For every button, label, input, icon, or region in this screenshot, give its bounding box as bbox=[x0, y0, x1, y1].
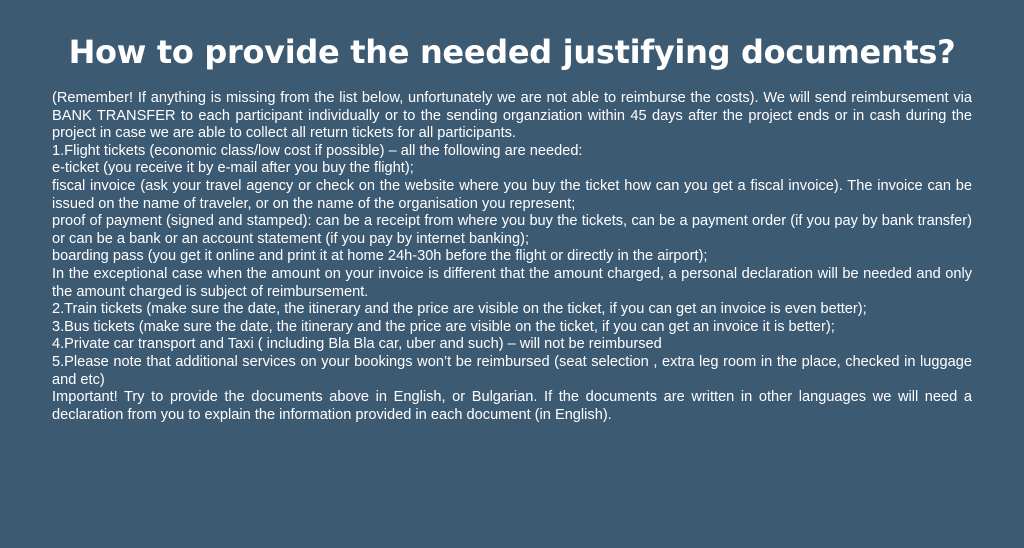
proof-of-payment-item: proof of payment (signed and stamped): can be a receipt from where you buy the tickets, can be a payment order (if you pay by bank transfer) or can be a bank or an account statement (if you pay by internet banking); bbox=[52, 213, 972, 247]
additional-services-note: 5.Please note that additional services on your bookings won’t be reimbursed (seat selection , extra leg room in the place, checked in luggage and etc) bbox=[52, 353, 972, 388]
intro-paragraph: (Remember! If anything is missing from the list below, unfortunately we are not able to reimburse the costs). We will send reimbursement via BANK TRANSFER to each participant individually or to the sending organziation within 45 days after the project ends or in cash during the project in case we are able to collect all return tickets for all participants. bbox=[52, 90, 972, 142]
private-car-item: 4.Private car transport and Taxi ( including Bla Bla car, uber and such) – will not be reimbursed bbox=[52, 336, 662, 353]
bus-tickets-item: 3.Bus tickets (make sure the date, the itinerary and the price are visible on the ticket, if you can get an invoice it is better); bbox=[52, 318, 835, 335]
boarding-pass-item: boarding pass (you get it online and print it at home 24h-30h before the flight or directly in the airport); bbox=[52, 248, 708, 265]
fiscal-invoice-item: fiscal invoice (ask your travel agency or check on the website where you buy the ticket how can you get a fiscal invoice). The invoice can be issued on the name of traveler, or on the name of the organisation you represent; bbox=[52, 177, 972, 212]
exceptional-case-note: In the exceptional case when the amount on your invoice is different that the amount charged, a personal declaration will be needed and only the amount charged is subject of reimbursement. bbox=[52, 265, 972, 300]
page-title: How to provide the needed justifying documents? bbox=[68, 33, 956, 71]
important-note: Important! Try to provide the documents above in English, or Bulgarian. If the documents are written in other languages we will need a declaration from you to explain the information provided in each document (in English). bbox=[52, 389, 972, 423]
train-tickets-item: 2.Train tickets (make sure the date, the itinerary and the price are visible on the ticket, if you can get an invoice is even better); bbox=[52, 301, 867, 318]
e-ticket-item: e-ticket (you receive it by e-mail after you buy the flight); bbox=[52, 160, 414, 177]
document-body bbox=[52, 90, 972, 424]
flight-tickets-heading: 1.Flight tickets (economic class/low cost if possible) – all the following are needed: bbox=[52, 142, 583, 159]
